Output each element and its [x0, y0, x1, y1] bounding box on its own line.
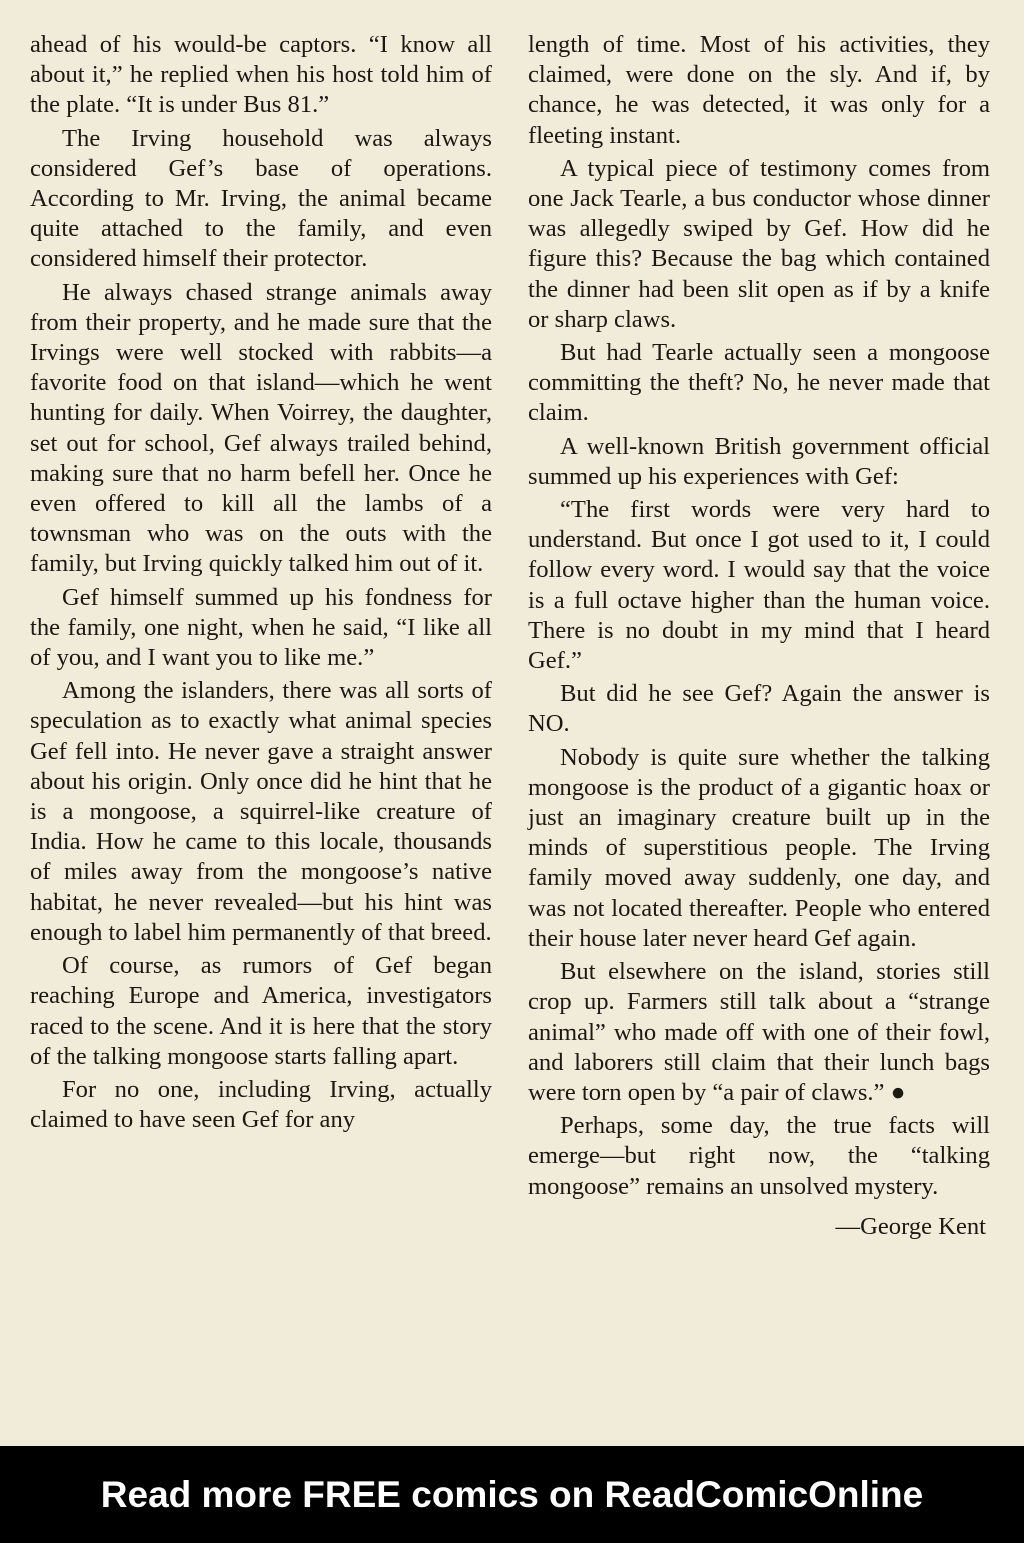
paragraph: A typical piece of testimony comes from one Jack Tearle, a bus conductor whose dinner was allegedly swiped by Gef. How did he figure this? Because the bag which contained the dinner had been slit open as if by a knife or sharp claws.: [528, 154, 990, 333]
article-right-column: [528, 30, 990, 1245]
paragraph: “The first words were very hard to understand. But once I got used to it, I could follow every word. I would say that the voice is a full octave higher than the human voice. There is no doubt in my mind that I heard Gef.”: [528, 496, 990, 675]
paragraph: Among the islanders, there was all sorts of speculation as to exactly what animal species Gef fell into. He never gave a straight answer about his origin. Only once did he hint that he is a mongoose, a squirrel-like creature of India. How he came to this locale, thousands of miles away from the mongoose’s native habitat, he never revealed—but his hint was enough to label him permanently of that breed.: [30, 677, 492, 946]
paragraph: For no one, including Irving, actually claimed to have seen Gef for any: [30, 1075, 492, 1134]
paragraph: But did he see Gef? Again the answer is NO.: [528, 680, 990, 738]
paragraph: A well-known British government official summed up his experiences with Gef:: [528, 432, 990, 490]
article-left-column: [30, 30, 492, 1138]
paragraph: But had Tearle actually seen a mongoose committing the theft? No, he never made that claim.: [528, 339, 990, 427]
paragraph: length of time. Most of his activities, they claimed, were done on the sly. And if, by chance, he was detected, it was only for a fleeting instant.: [528, 31, 990, 149]
promo-banner[interactable]: [0, 1446, 1024, 1543]
paragraph: ahead of his would-be captors. “I know all about it,” he replied when his host told him of the plate. “It is under Bus 81.”: [30, 31, 492, 119]
paragraph: Perhaps, some day, the true facts will emerge—but right now, the “talking mongoose” remains an unsolved mystery.: [528, 1112, 990, 1200]
paragraph: But elsewhere on the island, stories still crop up. Farmers still talk about a “strange animal” who made off with one of their fowl, and laborers still claim that their lunch bags were torn open by “a pair of claws.” ●: [528, 958, 990, 1106]
paragraph: The Irving household was always considered Gef’s base of operations. According to Mr. Irving, the animal became quite attached to the family, and even considered himself their protector.: [30, 124, 492, 273]
paragraph: He always chased strange animals away from their property, and he made sure that the Irvings were well stocked with rabbits—a favorite food on that island—which he went hunting for daily. When Voirrey, the daughter, set out for school, Gef always trailed behind, making sure that no harm befell her. Once he even offered to kill all the lambs of a townsman who was on the outs with the family, but Irving quickly talked him out of it.: [30, 278, 492, 578]
promo-banner-text[interactable]: Read more FREE comics on ReadComicOnline: [100, 1474, 924, 1515]
author-byline: —George Kent: [835, 1212, 986, 1240]
paragraph: Of course, as rumors of Gef began reaching Europe and America, investigators raced to the scene. And it is here that the story of the talking mongoose starts falling apart.: [30, 952, 492, 1070]
paragraph: Nobody is quite sure whether the talking mongoose is the product of a gigantic hoax or just an imaginary creature built up in the minds of superstitious people. The Irving family moved away suddenly, one day, and was not located thereafter. People who entered their house later never heard Gef again.: [528, 743, 990, 952]
paragraph: Gef himself summed up his fondness for the family, one night, when he said, “I like all of you, and I want you to like me.”: [30, 583, 492, 672]
